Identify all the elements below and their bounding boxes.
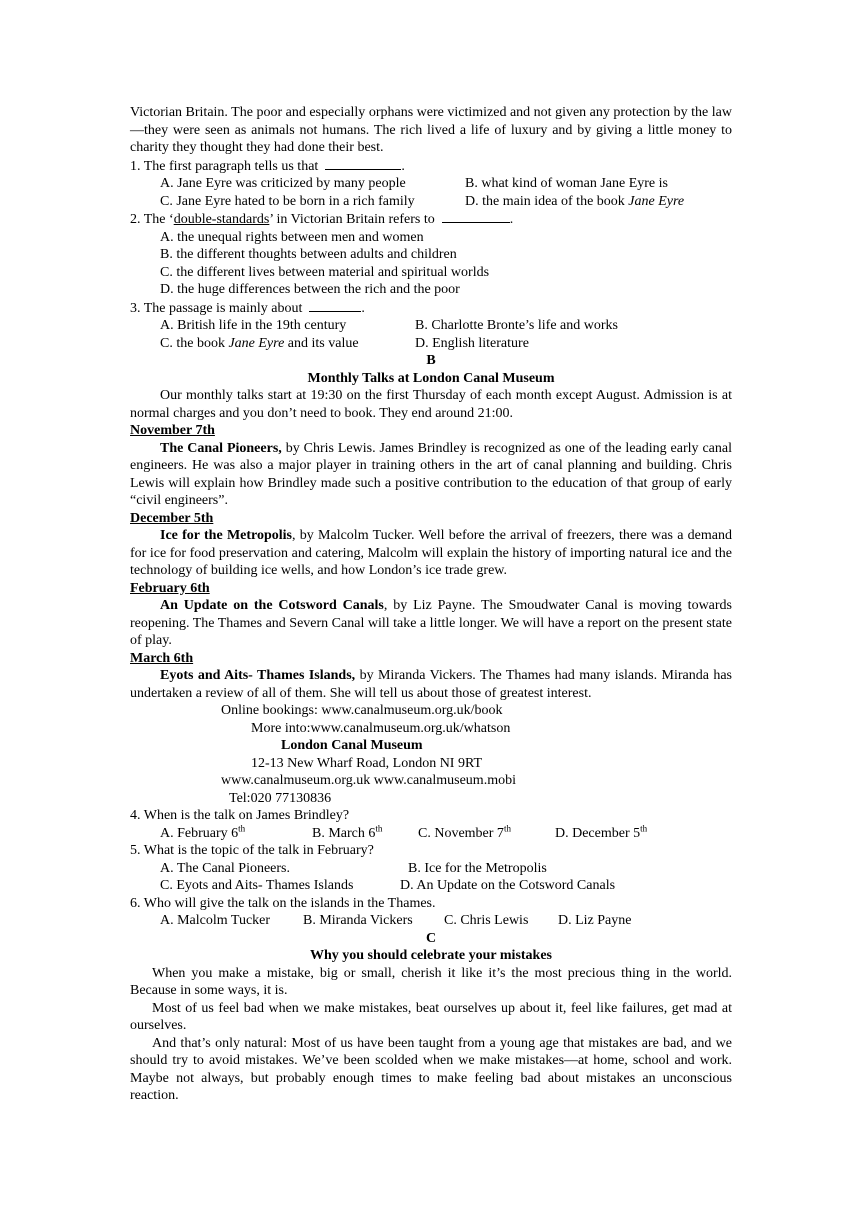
question-3-options [130, 317, 732, 352]
talk-february [130, 597, 732, 650]
ordinal-suffix: th [640, 822, 648, 833]
option-a[interactable]: A. Jane Eyre was criticized by many people [160, 176, 406, 191]
question-2-stem-pre: 2. The ‘ [130, 212, 174, 227]
option-b-text: B. March 6 [312, 825, 376, 841]
option-d[interactable] [555, 822, 648, 843]
exam-page [130, 104, 732, 1105]
section-c-paragraph: When you make a mistake, big or small, cherish it like it’s the most precious thing in the world. Because in some ways, it is. [130, 965, 732, 998]
option-b[interactable] [312, 822, 418, 843]
question-3-stem: 3. The passage is mainly about [130, 300, 303, 316]
section-c-paragraph: Most of us feel bad when we make mistakes, beat ourselves up about it, feel like failures, get mad at ourselves. [130, 1000, 732, 1033]
talk-title: An Update on the Cotsword Canals [160, 598, 384, 613]
option-d[interactable]: D. Liz Payne [558, 913, 632, 928]
option-d[interactable]: D. English literature [415, 335, 529, 351]
question-4: 4. When is the talk on James Brindley? [130, 808, 350, 823]
question-6-options [130, 912, 732, 930]
book-title: Jane Eyre [628, 193, 685, 209]
talk-december [130, 527, 732, 580]
option-c[interactable]: C. Chris Lewis [444, 913, 529, 928]
talk-date-march: March 6th [130, 650, 194, 666]
option-b[interactable]: B. Charlotte Bronte’s life and works [415, 318, 618, 333]
option-d[interactable]: D. the huge differences between the rich and the poor [160, 282, 460, 297]
option-c[interactable]: C. Eyots and Aits- Thames Islands [160, 878, 354, 893]
talk-date-december: December 5th [130, 510, 214, 526]
talk-body: , by Liz Payne. The Smoudwater Canal is moving towards reopening. The Thames and Severn Canal will take a little longer. We will have a report on the present state of play. [130, 598, 732, 648]
option-b[interactable]: B. Miranda Vickers [303, 913, 413, 928]
talk-title: The Canal Pioneers, [160, 440, 282, 456]
option-a[interactable] [160, 822, 312, 843]
book-title: Jane Eyre [228, 335, 285, 351]
option-a[interactable]: A. British life in the 19th century [160, 318, 347, 333]
talk-march [130, 667, 732, 702]
section-c-letter: C [425, 930, 437, 946]
option-a[interactable]: A. the unequal rights between men and women [160, 229, 424, 245]
section-b-intro: Our monthly talks start at 19:30 on the first Thursday of each month except August. Admission is at normal charges and you don’t need to book. They end around 21:00. [130, 388, 732, 421]
option-c-tail: and its value [284, 335, 359, 351]
talk-november [130, 440, 732, 510]
question-2 [130, 210, 732, 229]
option-d-text: D. December 5 [555, 825, 641, 841]
question-5-options [130, 860, 732, 895]
section-b-title: Monthly Talks at London Canal Museum [307, 370, 555, 386]
option-c[interactable] [160, 335, 415, 353]
intro-paragraph-tail: Victorian Britain. The poor and especially orphans were victimized and not given any protection by the law—they were seen as animals not humans. The rich lived a life of luxury and by giving a little money to charity they thought they had done their best. [130, 105, 732, 155]
more-info: More into:www.canalmuseum.org.uk/whatson [251, 720, 511, 736]
museum-address: 12-13 New Wharf Road, London NI 9RT [251, 755, 483, 771]
question-2-options [130, 229, 732, 299]
question-2-end: . [509, 212, 514, 227]
question-1-options [130, 175, 732, 210]
option-a[interactable]: A. The Canal Pioneers. [160, 860, 290, 876]
museum-tel: Tel:020 77130836 [229, 790, 332, 806]
answer-blank [325, 157, 401, 170]
talk-body: , by Malcolm Tucker. Well before the arrival of freezers, there was a demand for ice for food preservation and catering, Malcolm will explain the history of importing natural ice and the technology of building ice wells, and how London’s ice trade grew. [130, 528, 733, 578]
ordinal-suffix: th [238, 822, 246, 833]
talk-body: by Chris Lewis. James Brindley is recognized as one of the leading early canal engineers. He was also a major player in training others in the art of canal planning and building. Chris Lewis will explain how Brindley made such a positive contribution to the education of that group of early “civil engineers”. [130, 440, 732, 508]
question-6: 6. Who will give the talk on the islands in the Thames. [130, 895, 436, 911]
question-5: 5. What is the topic of the talk in February? [130, 843, 374, 858]
option-b[interactable]: B. Ice for the Metropolis [408, 860, 547, 876]
talk-date-february: February 6th [130, 580, 210, 596]
section-b-letter: B [426, 353, 436, 368]
option-c-text: C. November 7 [418, 825, 504, 841]
option-b[interactable]: B. the different thoughts between adults and children [160, 247, 457, 262]
online-bookings: Online bookings: www.canalmuseum.org.uk/book [221, 703, 503, 718]
option-c[interactable]: C. the different lives between material and spiritual worlds [160, 264, 490, 280]
talk-title: Eyots and Aits- Thames Islands, [160, 668, 356, 683]
question-3 [130, 299, 732, 318]
question-1-stem: 1. The first paragraph tells us that [130, 158, 319, 174]
museum-name: London Canal Museum [281, 738, 423, 753]
option-c[interactable]: C. Jane Eyre hated to be born in a rich family [160, 193, 415, 209]
option-b[interactable]: B. what kind of woman Jane Eyre is [465, 176, 668, 191]
section-c-title: Why you should celebrate your mistakes [309, 948, 553, 963]
talk-title: Ice for the Metropolis [160, 528, 293, 543]
option-a[interactable]: A. Malcolm Tucker [160, 913, 271, 928]
option-a-text: A. February 6 [160, 825, 239, 841]
option-d[interactable] [465, 193, 684, 211]
question-2-term: double-standards [173, 212, 270, 227]
question-3-end: . [361, 300, 365, 316]
option-c[interactable] [418, 822, 555, 843]
option-c-text: C. the book [160, 335, 229, 351]
option-d[interactable]: D. An Update on the Cotsword Canals [400, 878, 616, 893]
talk-body: by Miranda Vickers. The Thames had many islands. Miranda has undertaken a review of all of them. She will tell us about those of greatest interest. [130, 668, 733, 701]
question-4-options [130, 822, 732, 843]
museum-websites: www.canalmuseum.org.uk www.canalmuseum.mobi [221, 773, 516, 788]
question-2-stem-post: ’ in Victorian Britain refers to [269, 212, 435, 227]
ordinal-suffix: th [375, 822, 383, 833]
talk-date-november: November 7th [130, 423, 215, 438]
answer-blank [309, 299, 361, 312]
ordinal-suffix: th [503, 822, 511, 833]
section-c-paragraph: And that’s only natural: Most of us have been taught from a young age that mistakes are bad, and we should try to avoid mistakes. We’ve been scolded when we make mistakes—at home, school and work. Maybe not always, but probably enough times to make feeling bad about mistakes an unconscious reaction. [130, 1035, 732, 1103]
question-1-end: . [401, 158, 405, 174]
answer-blank [442, 210, 510, 223]
option-d-text: D. the main idea of the book [465, 193, 629, 209]
question-1 [130, 157, 732, 176]
